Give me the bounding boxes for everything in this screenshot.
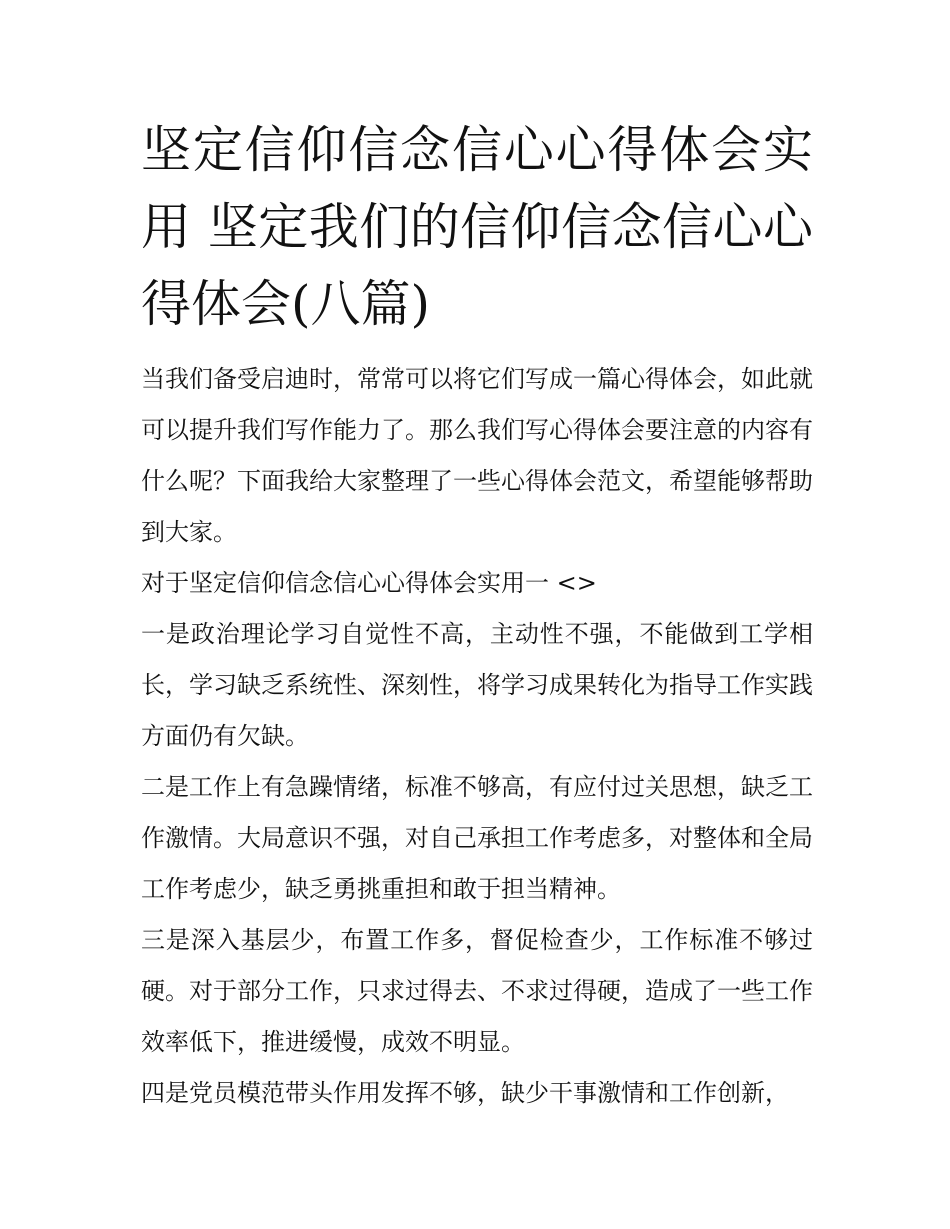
intro-paragraph: 当我们备受启迪时，常常可以将它们写成一篇心得体会，如此就可以提升我们写作能力了。那么我们写心得体会要注意的内容有什么呢？下面我给大家整理了一些心得体会范文，希望能够帮助到大家。 bbox=[141, 365, 813, 546]
document-title: 坚定信仰信念信心心得体会实用 坚定我们的信仰信念信心心得体会(八篇) bbox=[141, 121, 813, 333]
body-paragraph-4: 四是党员模范带头作用发挥不够，缺少干事激情和工作创新， bbox=[141, 1079, 789, 1107]
document-body bbox=[141, 354, 813, 1119]
body-paragraph-1: 一是政治理论学习自觉性不高，主动性不强，不能做到工学相长，学习缺乏系统性、深刻性，将学习成果转化为指导工作实践方面仍有欠缺。 bbox=[141, 620, 813, 750]
body-paragraph-2: 二是工作上有急躁情绪，标准不够高，有应付过关思想，缺乏工作激情。大局意识不强，对自己承担工作考虑多，对整体和全局工作考虑少，缺乏勇挑重担和敢于担当精神。 bbox=[141, 773, 813, 903]
document-page bbox=[141, 112, 813, 1119]
body-paragraph-3: 三是深入基层少，布置工作多，督促检查少，工作标准不够过硬。对于部分工作，只求过得去、不求过得硬，造成了一些工作效率低下，推进缓慢，成效不明显。 bbox=[141, 926, 813, 1056]
section-heading: 对于坚定信仰信念信心心得体会实用一 <> bbox=[141, 569, 597, 597]
